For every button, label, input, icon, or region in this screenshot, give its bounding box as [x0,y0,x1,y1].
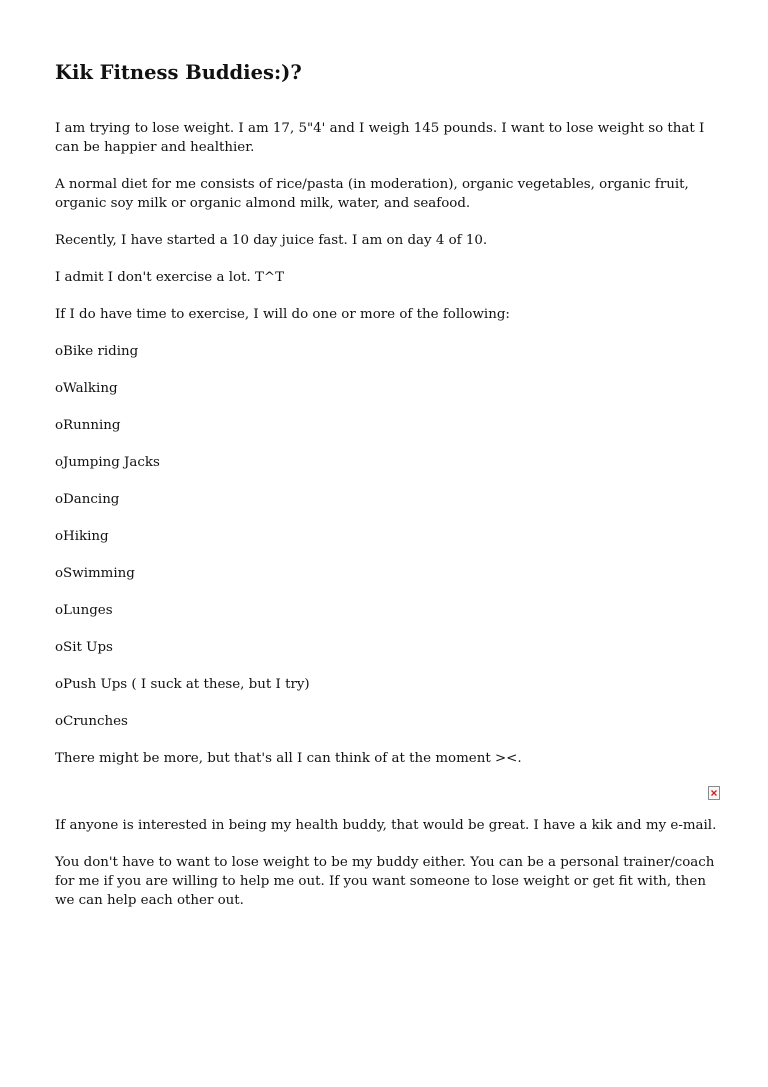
exercise-item: oSwimming [55,566,135,581]
intro-paragraph: I admit I don't exercise a lot. T^T [55,270,285,285]
broken-image-icon [708,786,720,800]
image-placeholder-row [55,786,720,806]
intro-paragraph: If I do have time to exercise, I will do one or more of the following: [55,307,510,322]
exercise-item: oCrunches [55,714,128,729]
exercise-item: oHiking [55,529,109,544]
exercise-item: oPush Ups ( I suck at these, but I try) [55,677,310,692]
document-page [55,58,720,928]
closing-paragraph: If anyone is interested in being my health buddy, that would be great. I have a kik and my e-mail. [55,818,717,833]
intro-paragraph: Recently, I have started a 10 day juice fast. I am on day 4 of 10. [55,233,488,248]
exercise-item: oBike riding [55,344,139,359]
intro-paragraph: I am trying to lose weight. I am 17, 5"4' and I weigh 145 pounds. I want to lose weight so that I can be happier and healthier. [55,121,705,155]
exercise-item: oWalking [55,381,118,396]
exercise-item: oRunning [55,418,121,433]
exercise-item: oSit Ups [55,640,113,655]
exercise-item: oJumping Jacks [55,455,160,470]
closing-paragraph: You don't have to want to lose weight to be my buddy either. You can be a personal trainer/coach for me if you are willing to help me out. If you want someone to lose weight or get fit with, then we can help each other out. [55,855,715,908]
exercise-item: oDancing [55,492,120,507]
exercise-item: oLunges [55,603,113,618]
page-title: Kik Fitness Buddies:)? [55,61,302,84]
intro-paragraph: A normal diet for me consists of rice/pasta (in moderation), organic vegetables, organic fruit, organic soy milk or organic almond milk, water, and seafood. [55,177,689,211]
after-list-paragraph: There might be more, but that's all I can think of at the moment ><. [55,751,522,766]
